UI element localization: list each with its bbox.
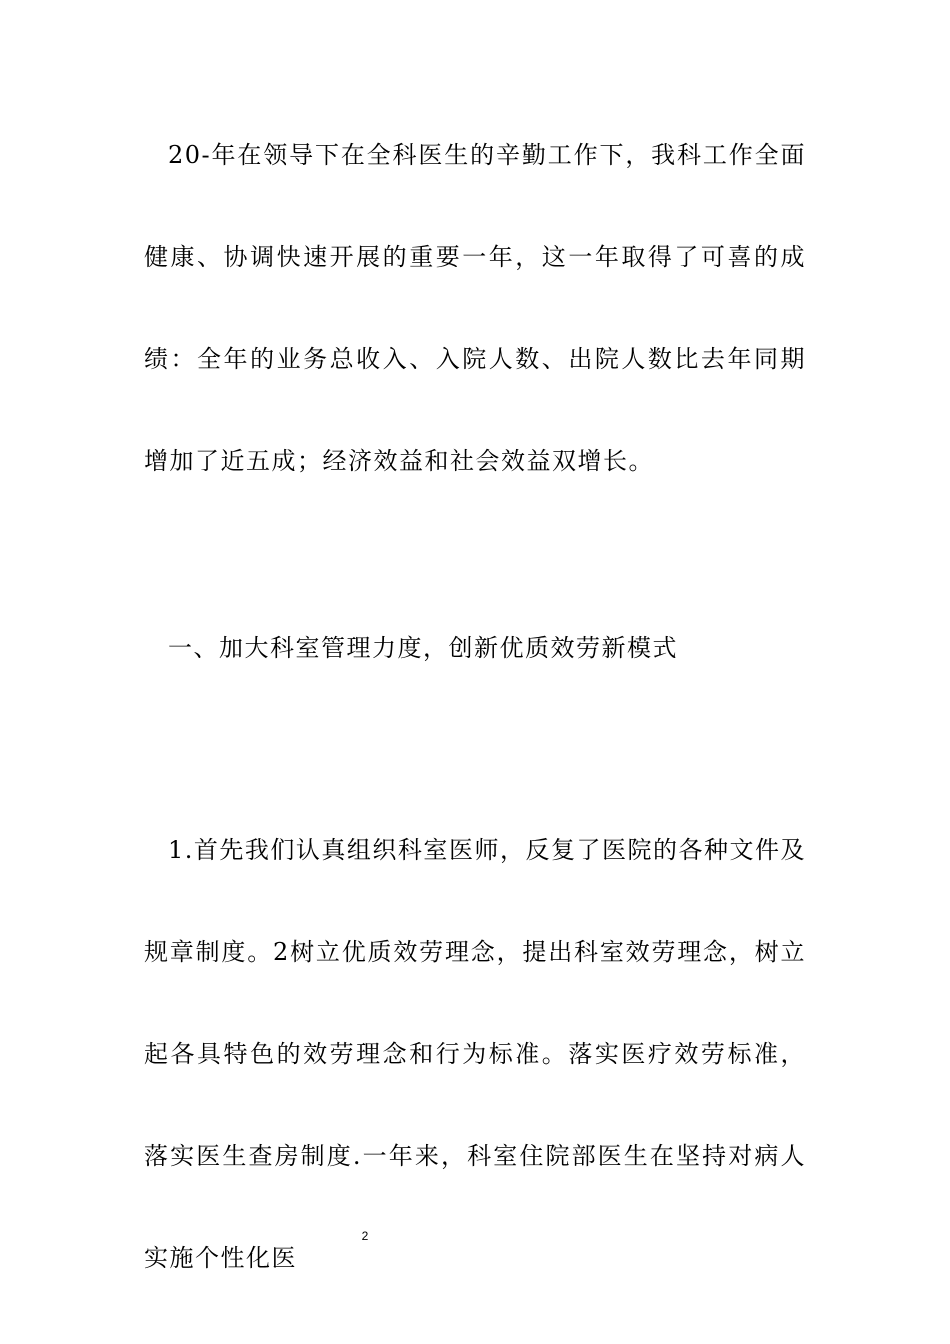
page-number: 2 [361,1229,369,1243]
body-paragraph-management: 1.首先我们认真组织科室医师，反复了医院的各种文件及规章制度。2树立优质效劳理念，提出科室效劳理念，树立起各具特色的效劳理念和行为标准。落实医疗效劳标准，落实医生查房制度.一年来，科室住院部医生在坚持对病人实施个性化医 [144,836,806,1272]
body-paragraph-summary: 20-年在领导下在全科医生的辛勤工作下，我科工作全面健康、协调快速开展的重要一年，这一年取得了可喜的成绩：全年的业务总收入、入院人数、出院人数比去年同期增加了近五成；经济效益和社会效益双增长。 [144,141,806,475]
section-heading: 一、加大科室管理力度，创新优质效劳新模式 [168,634,678,662]
